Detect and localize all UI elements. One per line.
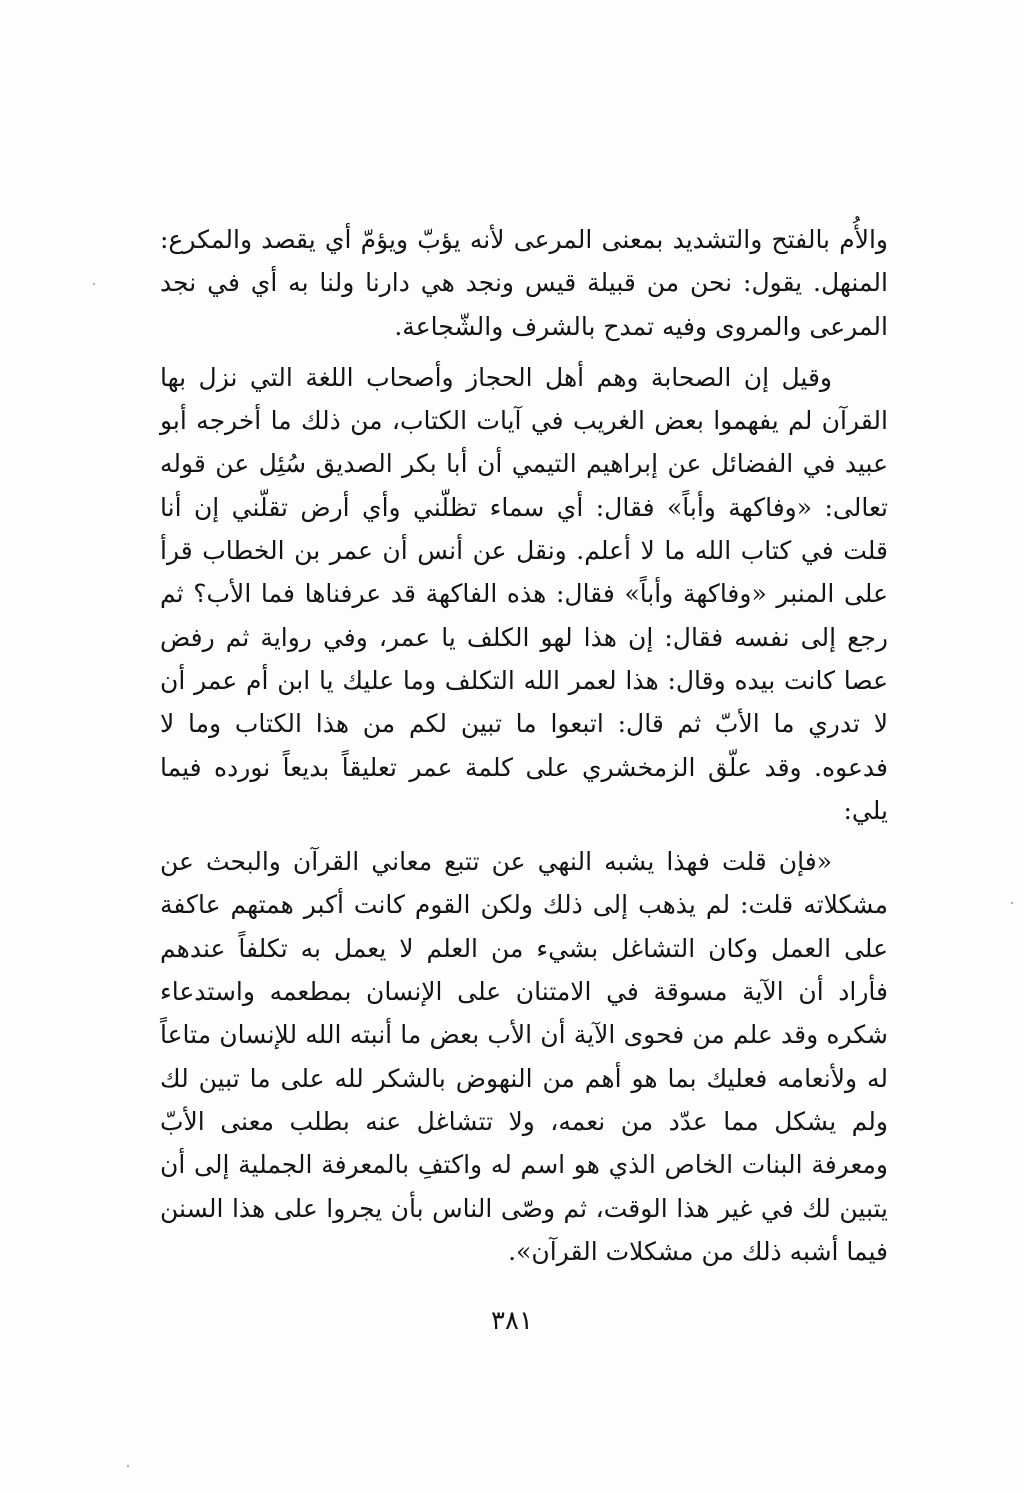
scan-speck <box>127 1465 129 1467</box>
paragraph-2: وقيل إن الصحابة وهم أهل الحجاز وأصحاب اللغة التي نزل بها القرآن لم يفهموا بعض الغريب في آيات الكتاب، من ذلك ما أخرجه أبو عبيد في الفضائل عن إبراهيم التيمي أن أبا بكر الصديق سُئِل عن قوله تعالى: «وفاكهة وأباً» فقال: أي سماء تظلّني وأي أرض تقلّني إن أنا قلت في كتاب الله ما لا أعلم. ونقل عن أنس أن عمر بن الخطاب قرأ على المنبر «وفاكهة وأباً» فقال: هذه الفاكهة قد عرفناها فما الأب؟ ثم رجع إلى نفسه فقال: إن هذا لهو الكلف يا عمر، وفي رواية ثم رفض عصا كانت بيده وقال: هذا لعمر الله التكلف وما عليك يا ابن أم عمر أن لا تدري ما الأبّ ثم قال: اتبعوا ما تبين لكم من هذا الكتاب وما لا فدعوه. وقد علّق الزمخشري على كلمة عمر تعليقاً بديعاً نورده فيما يلي: <box>160 362 888 825</box>
scan-speck <box>93 283 95 285</box>
scan-speck <box>1011 902 1013 904</box>
paragraph-3-quotation: «فإن قلت فهذا يشبه النهي عن تتبع معاني القرآن والبحث عن مشكلاته قلت: لم يذهب إلى ذلك ولكن القوم كانت أكبر همتهم عاكفة على العمل وكان التشاغل بشيء من العلم لا يعمل به تكلفاً عندهم فأراد أن الآية مسوقة في الامتنان على الإنسان بمطعمه واستدعاء شكره وقد علم من فحوى الآية أن الأب بعض ما أنبته الله للإنسان متاعاً له ولأنعامه فعليك بما هو أهم من النهوض بالشكر لله على ما تبين لك ولم يشكل مما عدّد من نعمه، ولا تتشاغل عنه بطلب معنى الأبّ ومعرفة البنات الخاص الذي هو اسم له واكتفِ بالمعرفة الجملية إلى أن يتبين لك في غير هذا الوقت، ثم وصّى الناس بأن يجروا على هذا السنن فيما أشبه ذلك من مشكلات القرآن». <box>160 847 888 1266</box>
page-number: ٣٨١ <box>491 1306 533 1336</box>
page-body-text <box>160 218 888 1273</box>
paragraph-1: والأُم بالفتح والتشديد بمعنى المرعى لأنه يؤبّ ويؤمّ أي يقصد والمكرع: المنهل. يقول: نحن من قبيلة قيس ونجد هي دارنا ولنا به أي في نجد المرعى والمروى وفيه تمدح بالشرف والشّجاعة. <box>160 225 888 341</box>
